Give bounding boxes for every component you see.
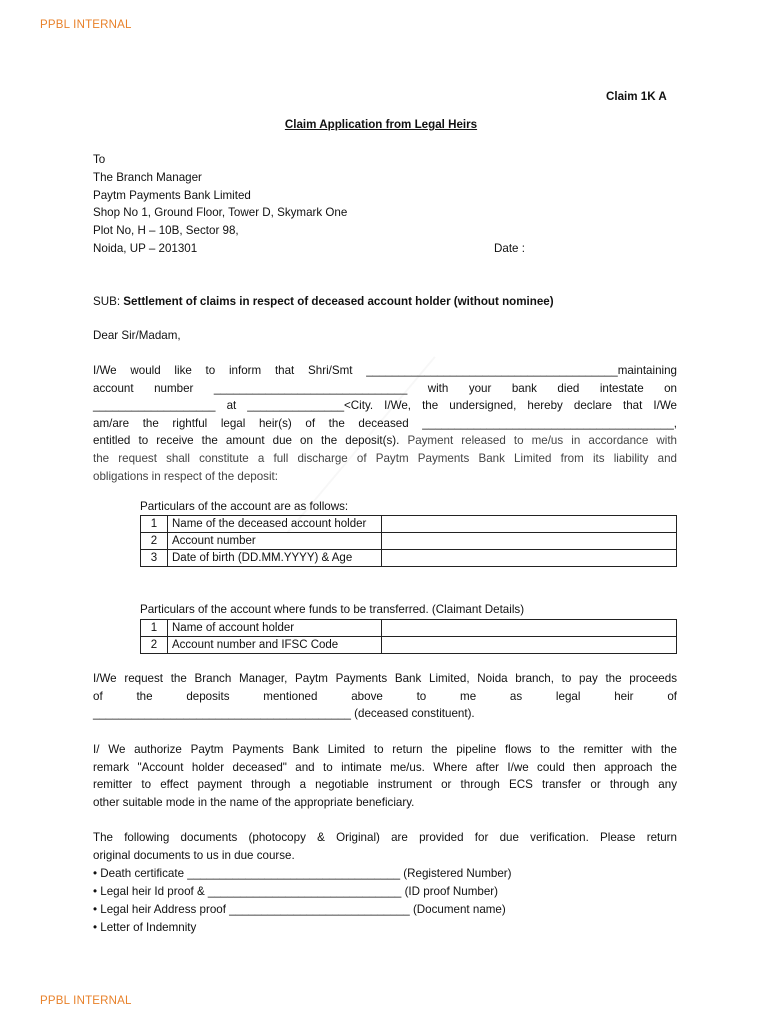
paragraph-line: The following documents (photocopy & Original) are provided for due verification. Please return (93, 831, 677, 844)
address-line: To (93, 153, 106, 166)
declaration-paragraph (93, 362, 677, 485)
row-value-field[interactable] (382, 620, 677, 637)
subject-text: Settlement of claims in respect of deceased account holder (without nominee) (123, 295, 554, 308)
address-line: Plot No, H – 10B, Sector 98, (93, 224, 239, 238)
list-item: • Legal heir Id proof & ______________________________ (ID proof Number) (93, 885, 498, 898)
row-number: 3 (141, 550, 168, 567)
paragraph-text-grey: Payment released to me/us in accordance with (399, 434, 678, 448)
paragraph-line: I/We would like to inform that Shri/Smt _______________________________________maintaining (93, 364, 677, 377)
table2-caption: Particulars of the account where funds to be transferred. (Claimant Details) (140, 603, 525, 616)
row-value-field[interactable] (382, 516, 677, 533)
row-label: Date of birth (DD.MM.YYYY) & Age (168, 550, 382, 567)
paragraph-text: entitled to receive the amount due on the deposit(s). (93, 434, 400, 448)
request-paragraph (93, 670, 677, 723)
row-label: Name of account holder (168, 620, 382, 637)
row-label: Account number (168, 533, 382, 550)
address-line: Noida, UP – 201301 (93, 241, 198, 255)
paragraph-line: I/We request the Branch Manager, Paytm Payments Bank Limited, Noida branch, to pay the proceeds (93, 672, 677, 685)
table-row (141, 516, 677, 533)
address-block (93, 151, 347, 258)
table-row (141, 637, 677, 654)
subject-line (93, 293, 554, 310)
paragraph-line: ________________________________________ (deceased constituent). (93, 707, 475, 721)
header-label: PPBL INTERNAL (40, 19, 132, 31)
footer-label: PPBL INTERNAL (40, 995, 132, 1007)
row-value-field[interactable] (382, 533, 677, 550)
row-number: 2 (141, 533, 168, 550)
claimant-account-table (140, 619, 677, 654)
documents-paragraph (93, 829, 677, 937)
paragraph-line: am/are the rightful legal heir(s) of the deceased _______________________________________, (93, 416, 677, 430)
form-code: Claim 1K A (606, 90, 667, 103)
address-line: Shop No 1, Ground Floor, Tower D, Skymark One (93, 206, 348, 220)
table1-caption: Particulars of the account are as follows: (140, 500, 349, 513)
row-number: 2 (141, 637, 168, 654)
row-value-field[interactable] (382, 637, 677, 654)
table-row (141, 550, 677, 567)
paragraph-line: I/ We authorize Paytm Payments Bank Limited to return the pipeline flows to the remitter with the (93, 743, 677, 756)
deceased-account-table (140, 515, 677, 567)
date-label: Date : (494, 242, 525, 255)
paragraph-line: remitter to effect payment through a negotiable instrument or through ECS transfer or through any (93, 778, 677, 792)
row-value-field[interactable] (382, 550, 677, 567)
paragraph-line: original documents to us in due course. (93, 849, 295, 862)
list-item: • Legal heir Address proof ____________________________ (Document name) (93, 903, 506, 916)
authorization-paragraph (93, 741, 677, 811)
paragraph-line: remark "Account holder deceased" and to intimate me/us. Where after I/we could then approach the (93, 760, 677, 774)
paragraph-line: of the deposits mentioned above to me as legal heir of (93, 689, 677, 703)
list-item: • Letter of Indemnity (93, 921, 197, 934)
address-line: The Branch Manager (93, 170, 202, 184)
row-label: Name of the deceased account holder (168, 516, 382, 533)
address-line: Paytm Payments Bank Limited (93, 188, 251, 202)
table-row (141, 533, 677, 550)
paragraph-line: the request shall constitute a full discharge of Paytm Payments Bank Limited from its liability and (93, 451, 677, 465)
page-title: Claim Application from Legal Heirs (284, 118, 478, 131)
salutation: Dear Sir/Madam, (93, 329, 181, 342)
paragraph-line: account number ______________________________ with your bank died intestate on (93, 381, 677, 395)
row-label: Account number and IFSC Code (168, 637, 382, 654)
row-number: 1 (141, 620, 168, 637)
paragraph-line: obligations in respect of the deposit: (93, 469, 278, 483)
paragraph-line: ___________________ at _______________<City. I/We, the undersigned, hereby declare that I/We (93, 399, 677, 413)
row-number: 1 (141, 516, 168, 533)
subject-prefix: SUB: (93, 295, 124, 308)
table-row (141, 620, 677, 637)
paragraph-line: other suitable mode in the name of the appropriate beneficiary. (93, 795, 415, 809)
paragraph-line (93, 432, 677, 450)
list-item: • Death certificate _________________________________ (Registered Number) (93, 867, 512, 880)
